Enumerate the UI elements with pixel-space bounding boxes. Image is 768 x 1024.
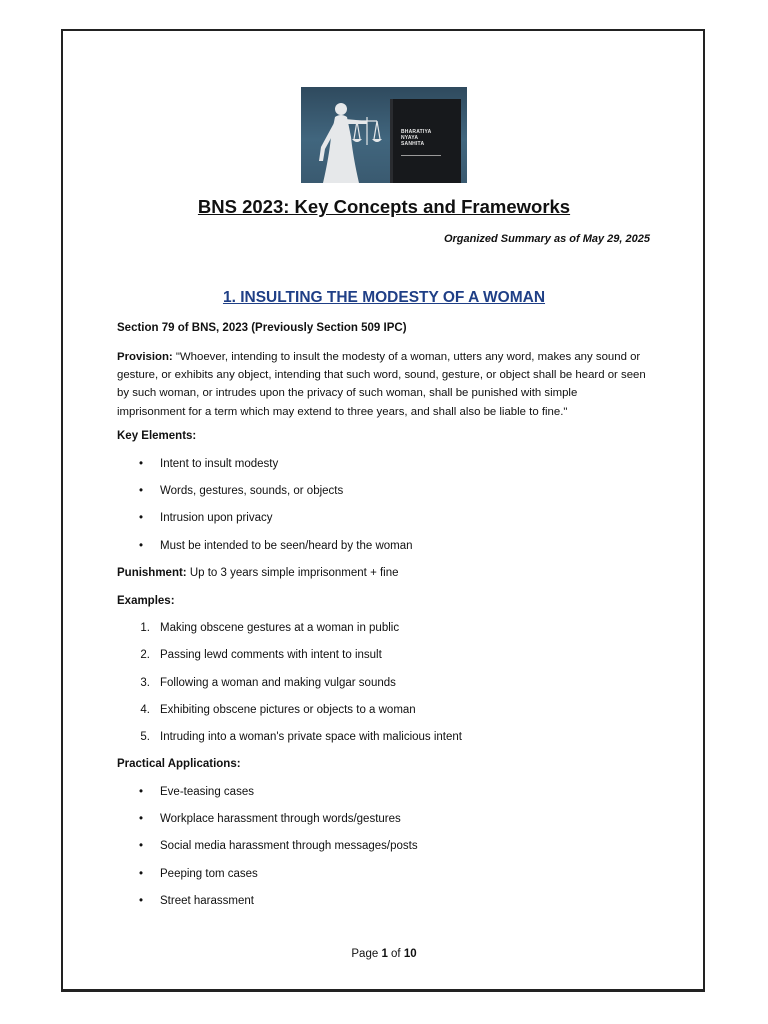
example-item: Passing lewd comments with intent to insult [160,649,382,661]
provision-text: "Whoever, intending to insult the modesty of a woman, utters any word, makes any sound or gesture, or exhibits any object, intending that such word, sound, gesture, or object shall be heard or seen by such woman, or intrudes upon the privacy of such woman, shall be punished with simple imprisonment for a term which may extend to three years, and shall also be liable to fine." [117,351,646,418]
bullet-icon: • [139,512,144,524]
cover-image [301,87,467,183]
bullet-icon: • [139,540,144,552]
punishment-line [117,567,399,579]
application-item: Workplace harassment through words/gestures [160,813,401,825]
examples-label: Examples: [117,595,175,607]
key-elements-label: Key Elements: [117,430,197,442]
document-title: BNS 2023: Key Concepts and Frameworks [197,196,571,217]
bullet-icon: • [139,868,144,880]
section-heading: 1. INSULTING THE MODESTY OF A WOMAN [222,289,546,306]
application-item: Eve-teasing cases [160,786,254,798]
document-subtitle: Organized Summary as of May 29, 2025 [443,233,650,245]
page-total: 10 [403,948,417,960]
key-element-item: Must be intended to be seen/heard by the woman [160,540,413,552]
application-item: Peeping tom cases [160,868,258,880]
page-current: 1 [381,948,388,960]
bullet-icon: • [139,786,144,798]
applications-label: Practical Applications: [117,758,241,770]
bullet-icon: • [139,813,144,825]
example-item: Intruding into a woman's private space with malicious intent [160,731,462,743]
bullet-icon: • [139,485,144,497]
key-element-item: Intent to insult modesty [160,458,279,470]
book-title: BHARATIYA NYAYA SANHITA [401,129,432,147]
bullet-icon: • [139,458,144,470]
book-image [393,99,461,183]
punishment-text: Up to 3 years simple imprisonment + fine [186,567,399,579]
section-reference: Section 79 of BNS, 2023 (Previously Section 509 IPC) [117,322,407,334]
example-item: Following a woman and making vulgar sounds [160,677,396,689]
example-item: Exhibiting obscene pictures or objects to a woman [160,704,416,716]
application-item: Street harassment [160,895,254,907]
provision-label: Provision: [117,351,173,363]
provision-paragraph [117,348,647,421]
list-number: 2. [140,649,150,661]
list-number: 3. [140,677,150,689]
page-footer [0,948,768,960]
example-item: Making obscene gestures at a woman in public [160,622,400,634]
bullet-icon: • [139,840,144,852]
application-item: Social media harassment through messages/posts [160,840,418,852]
page-label: Page [351,948,382,960]
key-element-item: Words, gestures, sounds, or objects [160,485,344,497]
key-element-item: Intrusion upon privacy [160,512,273,524]
page-of-label: of [387,948,404,960]
book-divider [401,155,441,156]
punishment-label: Punishment: [117,567,187,579]
bullet-icon: • [139,895,144,907]
list-number: 1. [140,622,150,634]
list-number: 4. [140,704,150,716]
list-number: 5. [140,731,150,743]
